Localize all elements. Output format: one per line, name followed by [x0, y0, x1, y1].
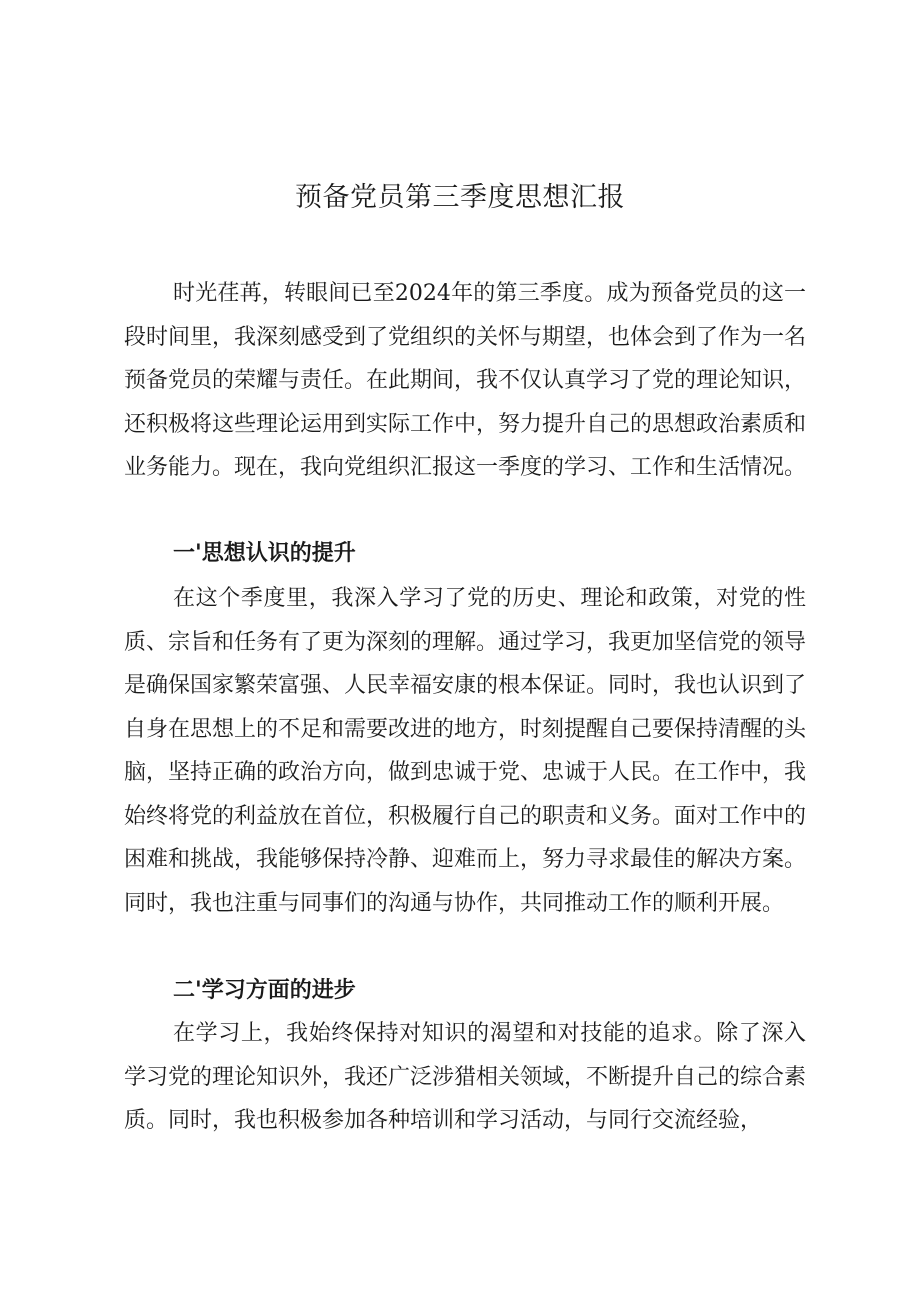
section-heading-study: 二'学习方面的进步: [173, 978, 356, 1003]
document-title: 预备党员第三季度思想汇报: [295, 182, 625, 213]
section-heading-thought: 一'思想认识的提升: [173, 541, 356, 566]
paragraph-study: 在学习上，我始终保持对知识的渴望和对技能的追求。除了深入学习党的理论知识外，我还广泛涉猎相关领域，不断提升自己的综合素质。同时，我也积极参加各种培训和学习活动，与同行交流经验，: [124, 1021, 807, 1133]
paragraph-intro: 时光荏苒，转眼间已至2024年的第三季度。成为预备党员的这一段时间里，我深刻感受到了党组织的关怀与期望，也体会到了作为一名预备党员的荣耀与责任。在此期间，我不仅认真学习了党的理论知识，还积极将这些理论运用到实际工作中，努力提升自己的思想政治素质和业务能力。现在，我向党组织汇报这一季度的学习、工作和生活情况。: [124, 281, 807, 480]
paragraph-thought: 在这个季度里，我深入学习了党的历史、理论和政策，对党的性质、宗旨和任务有了更为深刻的理解。通过学习，我更加坚信党的领导是确保国家繁荣富强、人民幸福安康的根本保证。同时，我也认识到了自身在思想上的不足和需要改进的地方，时刻提醒自己要保持清醒的头脑，坚持正确的政治方向，做到忠诚于党、忠诚于人民。在工作中，我始终将党的利益放在首位，积极履行自己的职责和义务。面对工作中的困难和挑战，我能够保持冷静、迎难而上，努力寻求最佳的解决方案。同时，我也注重与同事们的沟通与协作，共同推动工作的顺利开展。: [124, 586, 807, 916]
